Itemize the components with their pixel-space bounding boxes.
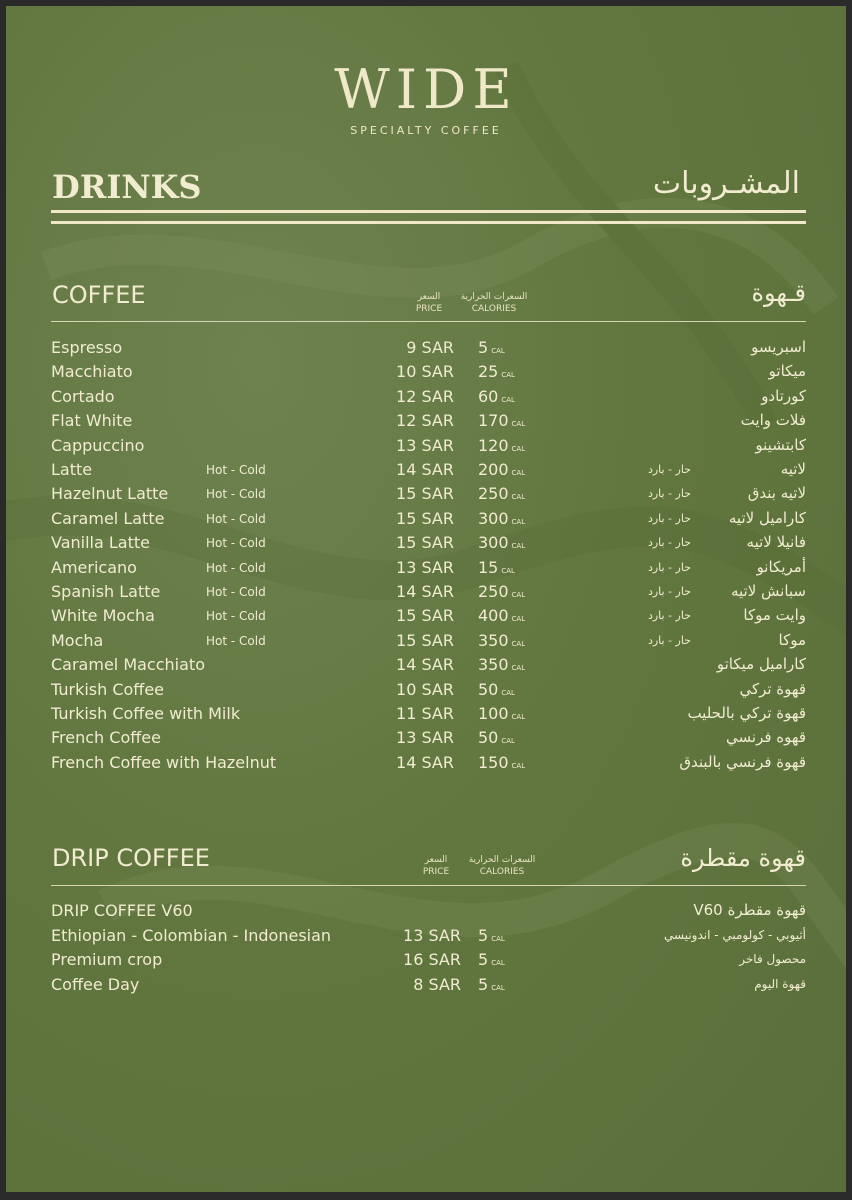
item-name: French Coffee with Hazelnut [51,752,277,772]
calorie-unit: CAL [511,713,526,721]
menu-item-row [6,460,846,484]
item-name-arabic: أثيوبي - كولومبي - اندونيسي [663,928,806,942]
calorie-unit: CAL [501,371,515,380]
calorie-value: 350 [478,655,509,675]
item-calories [478,484,525,503]
item-price: 9 SAR [406,338,454,357]
item-name: Cortado [51,386,115,406]
item-price: 15 SAR [396,484,454,504]
item-name-arabic: قهوة فرنسي بالبندق [679,752,806,771]
item-calories [478,606,525,625]
drinks-title: DRINKS [52,168,202,206]
item-name: Americano [51,557,137,577]
calorie-value: 250 [478,484,509,504]
menu-item-row [6,484,846,508]
coffee-section-divider [51,321,806,322]
item-calories [478,655,525,674]
menu-item-row [6,338,846,362]
calorie-value: 200 [478,460,509,479]
drip-heading: DRIP COFFEE V60 [51,901,193,920]
item-price: 15 SAR [396,508,454,528]
item-name-arabic: قهوة اليوم [754,976,806,991]
calorie-unit: CAL [511,444,526,453]
item-temperature-arabic: حار - بارد [647,609,691,623]
item-temperature-arabic: حار - بارد [647,633,691,647]
item-name: Mocha [51,630,104,650]
calorie-value: 120 [478,435,509,455]
calories-column-header [458,291,530,315]
item-price: 15 SAR [396,533,454,553]
calorie-unit: CAL [491,959,505,968]
calorie-value: 5 [478,926,489,945]
calorie-unit: CAL [491,935,505,943]
item-name-arabic: ميكاتو [768,362,806,381]
item-name: White Mocha [51,606,155,626]
item-name: Premium crop [51,950,163,970]
item-name-arabic: قهوه فرنسي [726,728,806,747]
item-calories [478,533,525,552]
item-calories [478,680,515,699]
item-calories [478,728,515,747]
item-calories [478,582,525,601]
item-name-arabic: قهوة تركي [739,679,806,698]
drip-heading-row [6,901,846,925]
drip-item-row [6,975,846,999]
item-temperature: Hot - Cold [206,511,266,526]
menu-item-row [6,606,846,630]
item-name-arabic: محصول فاخر [739,952,806,967]
item-calories [478,460,525,479]
calorie-unit: CAL [491,983,505,992]
item-temperature-arabic: حار - بارد [647,585,691,598]
item-price: 13 SAR [396,435,454,455]
item-calories [478,704,525,723]
coffee-section-title-arabic: قـهوة [751,279,806,307]
item-name-arabic: وايت موكا [743,606,806,625]
calorie-value: 300 [478,533,509,553]
item-price: 16 SAR [403,950,461,970]
item-name: Espresso [51,338,123,357]
item-name: Caramel Latte [51,508,165,528]
item-calories [478,975,505,994]
item-name: French Coffee [51,728,161,748]
item-calories [478,436,525,455]
drip-section-title: DRIP COFFEE [52,844,210,872]
calorie-value: 170 [478,411,509,431]
item-price: 15 SAR [396,606,454,626]
item-price: 12 SAR [396,386,454,406]
calorie-unit: CAL [511,469,526,477]
item-calories [478,411,525,430]
brand-logo: WIDE [334,58,518,121]
item-temperature: Hot - Cold [206,609,266,624]
menu-item-row [6,362,846,386]
drip-section-divider [51,885,806,886]
item-temperature-arabic: حار - بارد [647,511,691,525]
menu-item-row [6,680,846,704]
calorie-value: 5 [478,338,489,357]
item-name: Turkish Coffee with Milk [51,704,241,723]
calorie-value: 50 [478,728,499,748]
item-name-arabic: كابتشينو [755,435,806,454]
calorie-unit: CAL [511,761,526,770]
calorie-unit: CAL [501,688,515,697]
item-calories [478,558,515,577]
drip-calories-column-header [466,854,538,878]
item-name-arabic: أمريكانو [756,557,806,576]
item-name-arabic: قهوة تركي بالحليب [687,704,806,722]
coffee-section-title: COFFEE [52,281,146,309]
calorie-unit: CAL [511,615,526,624]
calorie-unit: CAL [511,517,526,526]
item-name-arabic: كاراميل لاتيه [728,508,806,527]
item-price: 10 SAR [396,679,454,699]
item-name: Ethiopian - Colombian - Indonesian [51,926,332,945]
drinks-title-arabic: المشـروبات [652,166,800,201]
calorie-unit: CAL [511,639,526,648]
item-price: 14 SAR [396,582,454,601]
item-price: 13 SAR [396,557,454,577]
item-price: 8 SAR [413,974,461,994]
item-price: 12 SAR [396,411,454,431]
menu-item-row [6,558,846,582]
item-name: Spanish Latte [51,582,161,601]
item-temperature-arabic: حار - بارد [647,536,691,550]
item-name: Flat White [51,411,133,431]
item-temperature: Hot - Cold [206,585,266,599]
menu-item-row [6,533,846,557]
item-temperature: Hot - Cold [206,560,266,575]
item-name: Cappuccino [51,435,145,455]
menu-item-row [6,704,846,728]
item-price: 14 SAR [396,752,454,772]
item-calories [478,926,505,945]
item-name-arabic: لاتيه [780,460,806,478]
item-temperature: Hot - Cold [206,633,266,648]
item-name-arabic: فلات وايت [740,411,806,430]
item-price: 14 SAR [396,460,454,479]
drip-calories-header-english: CALORIES [479,867,525,877]
item-name-arabic: موكا [778,630,806,649]
drip-item-row [6,926,846,950]
item-temperature: Hot - Cold [206,463,266,477]
item-calories [478,387,515,406]
calorie-value: 250 [478,582,509,601]
calorie-unit: CAL [511,591,526,599]
item-price: 13 SAR [403,926,461,945]
item-calories [478,950,505,969]
item-price: 13 SAR [396,728,454,748]
calorie-unit: CAL [511,664,526,673]
menu-item-row [6,509,846,533]
item-temperature-arabic: حار - بارد [647,487,691,501]
calorie-value: 25 [478,362,499,382]
drip-price-header-arabic: السعر [424,855,448,865]
calorie-value: 5 [478,950,489,970]
drip-heading-arabic: قهوة مقطرة V60 [693,901,806,919]
item-calories [478,753,525,772]
calorie-value: 300 [478,508,509,528]
item-temperature-arabic: حار - بارد [647,463,691,476]
calorie-unit: CAL [511,542,526,551]
drip-section-title-arabic: قهوة مقطرة [680,844,806,872]
calorie-unit: CAL [501,737,515,746]
item-name-arabic: لاتيه بندق [747,484,806,503]
item-calories [478,631,525,650]
item-name: Vanilla Latte [51,533,150,553]
brand-tagline: SPECIALTY COFFEE [350,124,502,137]
item-calories [478,338,505,357]
item-name: Latte [51,460,93,479]
price-header-english: PRICE [415,304,443,314]
calorie-value: 400 [478,606,509,626]
calorie-unit: CAL [501,395,515,404]
item-price: 14 SAR [396,655,454,675]
menu-item-row [6,387,846,411]
item-name-arabic: كورتادو [761,386,806,405]
item-temperature-arabic: حار - بارد [647,560,691,574]
menu-item-row [6,655,846,679]
item-name: Macchiato [51,362,133,382]
calorie-value: 5 [478,974,489,994]
menu-item-row [6,631,846,655]
calorie-unit: CAL [511,420,526,429]
drip-price-column-header [418,854,454,878]
calorie-value: 50 [478,679,499,699]
item-price: 15 SAR [396,630,454,650]
item-price: 11 SAR [396,704,454,723]
calories-header-arabic: السعرات الحرارية [460,292,528,302]
calorie-value: 15 [478,557,499,577]
calorie-value: 350 [478,630,509,650]
calorie-value: 150 [478,752,509,772]
drip-item-row [6,950,846,974]
menu-item-row [6,436,846,460]
menu-page [6,6,846,1192]
item-calories [478,509,525,528]
header-divider-bottom [51,221,806,224]
menu-item-row [6,582,846,606]
item-name: Hazelnut Latte [51,484,169,504]
calorie-value: 100 [478,704,509,723]
item-calories [478,362,515,381]
item-name: Coffee Day [51,974,140,994]
calories-header-english: CALORIES [471,304,517,314]
item-name-arabic: كاراميل ميكاتو [716,655,806,674]
item-temperature: Hot - Cold [206,536,266,551]
item-temperature: Hot - Cold [206,487,266,502]
item-name: Turkish Coffee [51,679,165,699]
calorie-value: 60 [478,386,499,406]
price-header-arabic: السعر [417,292,441,302]
drip-calories-header-arabic: السعرات الحرارية [468,855,536,865]
calorie-unit: CAL [491,347,505,355]
item-name-arabic: فانيلا لاتيه [746,533,806,552]
item-name: Caramel Macchiato [51,655,205,675]
drip-price-header-english: PRICE [422,867,450,877]
menu-item-row [6,728,846,752]
item-name-arabic: اسبريسو [751,338,806,356]
price-column-header [411,291,447,315]
menu-item-row [6,411,846,435]
calorie-unit: CAL [501,566,515,575]
item-price: 10 SAR [396,362,454,382]
header-divider-top [51,210,806,213]
menu-item-row [6,753,846,777]
calorie-unit: CAL [511,493,526,502]
item-name-arabic: سبانش لاتيه [730,582,806,600]
